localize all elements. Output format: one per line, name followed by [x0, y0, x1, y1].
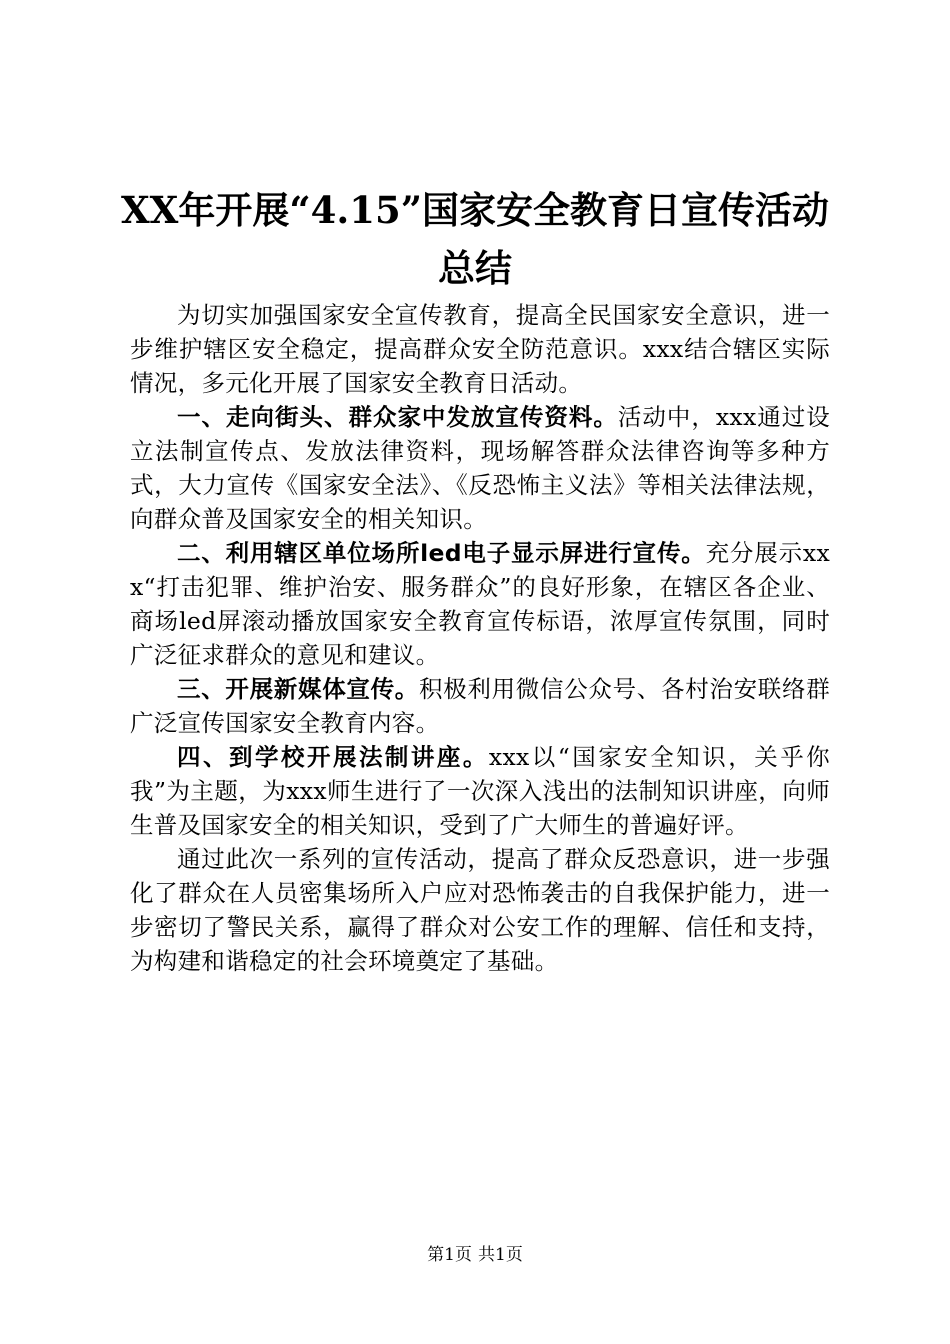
conclusion-paragraph: 通过此次一系列的宣传活动，提高了群众反恐意识，进一步强化了群众在人员密集场所入户应对恐怖袭击的自我保护能力，进一步密切了警民关系，赢得了群众对公安工作的理解、信任和支持，为构建和谐稳定的社会环境奠定了基础。 — [130, 845, 830, 975]
section-paragraph-3 — [130, 672, 830, 740]
section-heading-4: 四、到学校开展法制讲座。 — [177, 743, 489, 771]
document-title-continued: 总结 — [438, 246, 512, 290]
document-body — [130, 298, 830, 978]
section-heading-2: 二、利用辖区单位场所led电子显示屏进行宣传。 — [177, 539, 706, 567]
section-heading-1: 一、走向街头、群众家中发放宣传资料。 — [177, 403, 618, 431]
intro-paragraph: 为切实加强国家安全宣传教育，提高全民国家安全意识，进一步维护辖区安全稳定，提高群众安全防范意识。xxx结合辖区实际情况，多元化开展了国家安全教育日活动。 — [130, 301, 830, 397]
page-footer — [0, 1243, 950, 1267]
section-heading-3: 三、开展新媒体宣传。 — [177, 675, 419, 703]
section-paragraph-1 — [130, 400, 830, 536]
section-text-2: 充分展示xxx“打击犯罪、维护治安、服务群众”的良好形象，在辖区各企业、商场led屏滚动播放国家安全教育宣传标语，浓厚宣传氛围，同时广泛征求群众的意见和建议。 — [130, 539, 830, 669]
page-total: 共1页 — [478, 1245, 523, 1265]
section-text-1: 活动中，xxx通过设立法制宣传点、发放法律资料，现场解答群众法律咨询等多种方式，大力宣传《国家安全法》、《反恐怖主义法》等相关法律法规，向群众普及国家安全的相关知识。 — [130, 403, 831, 533]
section-text-3: 积极利用微信公众号、各村治安联络群广泛宣传国家安全教育内容。 — [130, 675, 830, 737]
section-paragraph-2 — [130, 536, 830, 672]
section-text-4: xxx以“国家安全知识，关乎你我”为主题，为xxx师生进行了一次深入浅出的法制知识讲座，向师生普及国家安全的相关知识，受到了广大师生的普遍好评。 — [130, 743, 830, 839]
page-number: 第1页 — [427, 1245, 472, 1265]
section-paragraph-4 — [130, 740, 830, 842]
document-title: XX年开展“4.15”国家安全教育日宣传活动 — [120, 188, 830, 232]
